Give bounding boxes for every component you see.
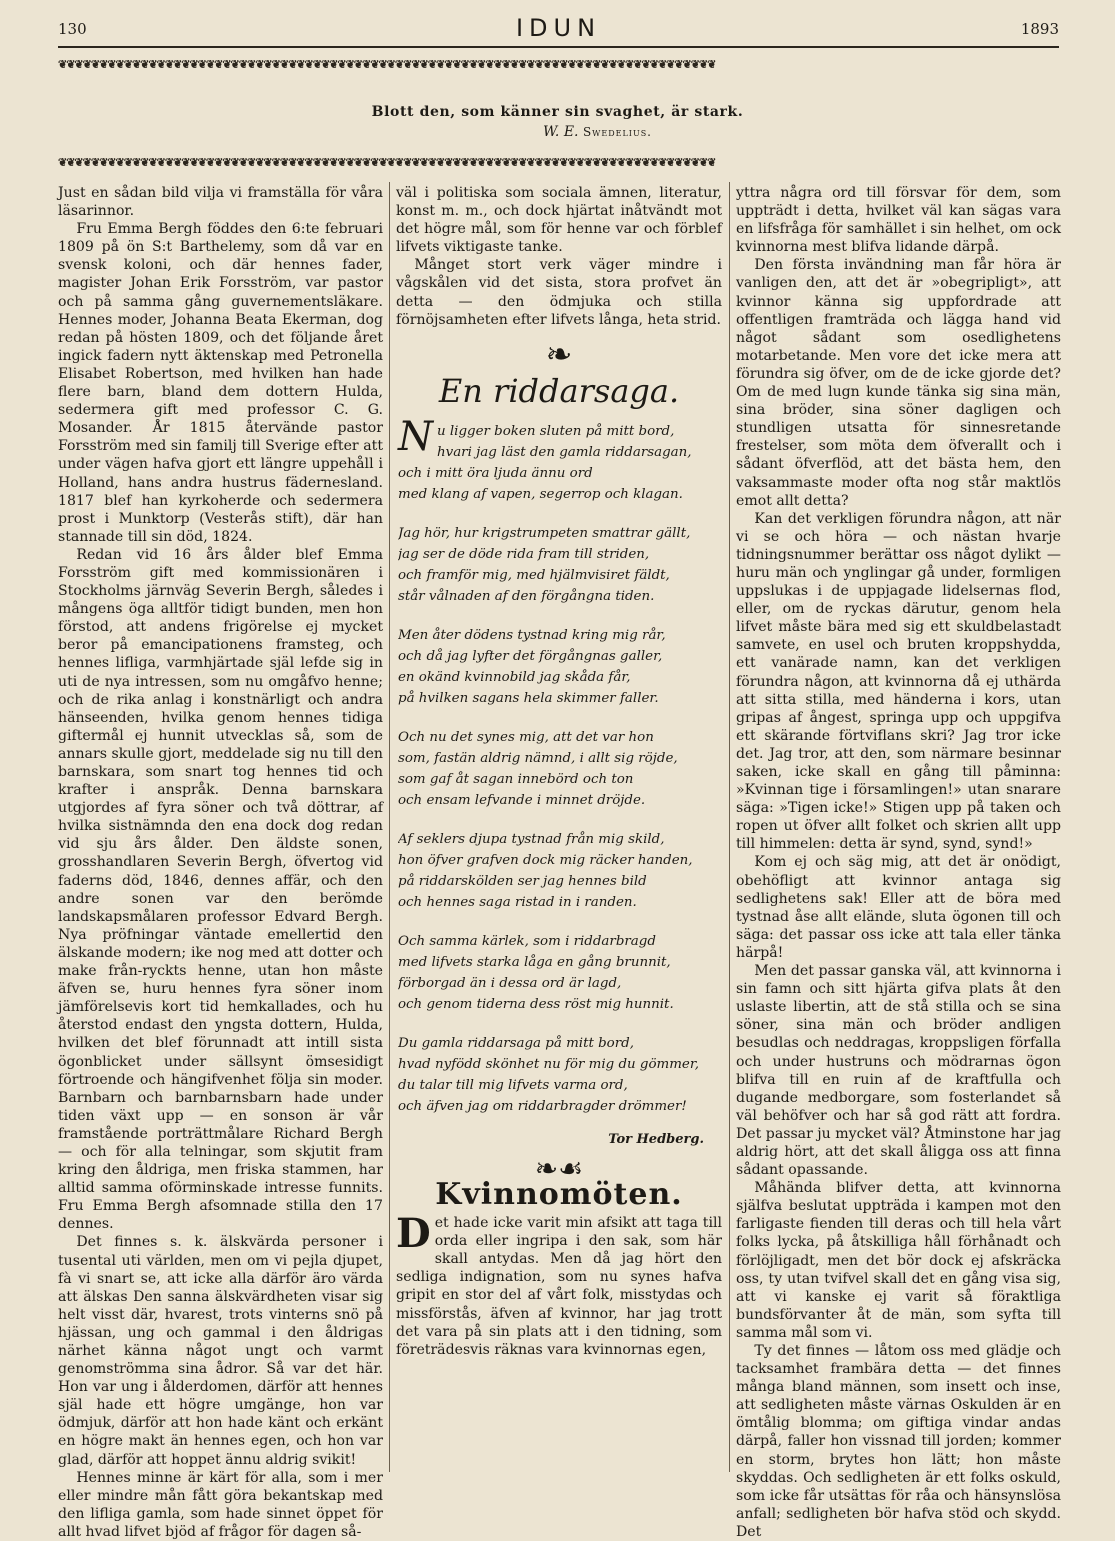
header-rule	[58, 46, 1059, 48]
poem-line: förborgad än i dessa ord är lagd,	[398, 975, 622, 991]
poem-line: u ligger boken sluten på mitt bord,	[437, 423, 675, 439]
poem-line: jag ser de döde rida fram till striden,	[398, 546, 650, 562]
poem-line: och ensam lefvande i minnet dröjde.	[398, 792, 646, 808]
motto	[0, 104, 1115, 140]
emblem-icon: ❧	[545, 334, 573, 373]
poem-line: på riddarskölden ser jag hennes bild	[398, 873, 647, 889]
issue-year: 1893	[1020, 20, 1059, 38]
article-body: et hade icke varit min afsikt att taga till orda eller ingripa i den sak, som här skall antydas. Men då jag hört den sedliga indignation, som nu synes hafva gripit en stor del af vårt folk, misstydas och missförstås, äfven af kvinnor, har jag trott det vara på sin plats att i den tidning, som företrädesvis räknas vara kvinnornas egen,	[396, 1215, 722, 1358]
paragraph: Det finnes s. k. älskvärda personer i tusental uti världen, men om vi pejla djupet, fà vi snart se, att icke alla därför äro värda att älskas Den sanna älskvärdheten visar sig helt visst där, hvarest, trots vinterns snö på hjässan, ung och gammal i den åldrigas närhet känna något ungt och varmt genomströmma sina ådror. Så var det här. Hon var ung i ålderdomen, därför att hennes själ hade ett högre umgänge, hon var ödmjuk, därför att hon hade känt och erkänt en högre makt än hennes egen, och hon var glad, därför att hoppet ännu aldrig svikit!	[58, 1234, 383, 1468]
page-header	[58, 16, 1059, 44]
paragraph: Fru Emma Bergh föddes den 6:te februari 1809 på ön S:t Barthelemy, som då var en svensk koloni, och där hennes fader, magister Johan Erik Forsström, var pastor och på samma gång guvernementsläkare. Hennes moder, Johanna Beata Ekerman, dog redan på hösten 1809, och det följande året ingick fadern nytt äktenskap med Petronella Elisabet Robertson, med hvilken han hade flere barn, bland dem dottern Hulda, sedermera gift med professor C. G. Mosander. År 1815 återvände pastor Forsström med sin familj till Sverige efter att under vägen hafva gjort ett längre uppehåll i Holland, hans andra hustrus fädernesland. 1817 blef han kyrkoherde och sedermera prost i Munktorp (Vesterås stift), där han stannade till sin död, 1824.	[58, 221, 383, 545]
drop-capital: D	[396, 1210, 431, 1258]
poem-title: En riddarsaga.	[438, 371, 680, 410]
paragraph: Kan det verkligen förundra någon, att när vi se och höra — och nästan hvarje tidningsnummer berättar oss något dylikt — huru män och ynglingar gå under, formligen uppslukas i de uppjagade lidelsernas flod, eller, om de ryckas därutur, genom hela lifvet måste bära med sig ett skuldbelastadt samvete, en usel och bruten kroppshydda, ett vanärade namn, kan det verkligen förundra någon, att kvinnorna då ej uthärda att sitta stilla, med händerna i kors, utan gripas af ångest, springa upp och uppgifva ett skärande förtviflans skri? Jag tror icke det. Jag tror, att den, som närmare besinnar saken, icke skall en gång till påminna: »Kvinnan tige i församlingen!» utan snarare säga: »Tigen icke!» Stigen upp på taken och ropen ut öfver allt folket och skrien allt upp till himmelen: detta är synd, synd, synd!»	[736, 510, 1061, 853]
poem-line: och äfven jag om riddarbragder drömmer!	[398, 1098, 687, 1114]
article-title: Kvinnomöten.	[435, 1176, 683, 1212]
poem-line: Men åter dödens tystnad kring mig rår,	[398, 627, 666, 643]
poem-line: hvari jag läst den gamla riddarsagan,	[437, 444, 692, 460]
poem-line: står vålnaden af den förgångna tiden.	[398, 588, 655, 604]
poem-line: en okänd kvinnobild jag skåda får,	[398, 669, 631, 685]
paragraph: Måhända blifver detta, att kvinnorna själfva beslutat uppträda i kampen mot den farligaste fienden till deras och till hela vårt folks lycka, på åtskilliga håll förhånadt och förlöjligadt, men det bör dock ej afskräcka oss, ty utan tvifvel skall det en gång visa sig, att vi kanske ej varit så föraktliga bundsförvanter åt de män, som syfta till samma mål som vi.	[736, 1180, 1061, 1341]
poem-stanza	[398, 523, 722, 607]
poem-line: du talar till mig lifvets varma ord,	[398, 1077, 628, 1093]
poem-line: Och nu det synes mig, att det var hon	[398, 729, 654, 745]
paragraph: Den första invändning man får höra är vanligen den, att det är »obegripligt», att kvinnor känna sig uppfordrade att offentligen framträda och lägga hand vid något sådant som osedlighetens motarbetande. Men vore det icke mera att förundra sig öfver, om de de icke gjorde det? Om de med lugn kunde tänka sig sina män, sina bröder, sina söner dagligen och stundligen utsatta för sinnesretande frestelser, som möta dem öfverallt och i sådant öfverflöd, att det bästa hem, den vaksammaste moder ofta nog står maktlös emot allt detta?	[736, 257, 1061, 509]
poem-stanza	[398, 1033, 722, 1117]
motto-text: Blott den, som känner sin svaghet, är stark.	[371, 104, 744, 120]
poem-line: med lifvets starka låga en gång brunnit,	[398, 954, 671, 970]
paragraph: Ty det finnes — låtom oss med glädje och tacksamhet frambära detta — det finnes många bland männen, som insett och inse, att sedligheten måste värnas Oskulden är en ömtålig blomma; om giftiga vindar andas därpå, faller hon vissnad till jorden; kommer en storm, brytes hon lätt; hon måste skyddas. Och sedligheten är ett folks oskuld, som icke får utsättas för råa och hänsynslösa anfall; sedligheten bör hafva stöd och skydd. Det	[736, 1343, 1061, 1540]
masthead-title: IDUN	[515, 14, 602, 42]
motto-author-name: Swedelius.	[582, 125, 652, 139]
paragraph: yttra några ord till försvar för dem, som uppträdt i detta, hvilket väl kan sägas vara en lifsfråga för samhället i sin helhet, om ock kvinnorna mest blifva lidande därpå.	[736, 185, 1061, 256]
motto-author-initials: W. E.	[542, 124, 579, 140]
poem-line: med klang af vapen, segerrop och klagan.	[398, 486, 683, 502]
paragraph: Redan vid 16 års ålder blef Emma Forsström gift med kommissionären i Stockholms järnväg Severin Bergh, således i mångens öga alltför tidigt bunden, men hon förstod, att andens frigörelse ej mycket beror på emancipationens framsteg, och hennes lifliga, varmhjärtade själ lefde sig in uti de nya intressen, som nu omgåfvo henne; och de rika anlag i konstnärligt och andra hänseenden, hvilka genom hennes tidiga giftermål ej hunnit utvecklas så, som de annars skulle gjort, meddelade sig nu till den barnskara, som snart tog hennes tid och krafter i anspråk. Denna barnskara utgjordes af fyra söner och två döttrar, af hvilka sistnämnda den ena dock dog redan vid sju års ålder. Den äldste sonen, grosshandlaren Severin Bergh, öfvertog vid faderns död, 1846, dennes affär, och den andre sonen var den berömde landskapsmålaren professor Edvard Bergh. Nya pröfningar väntade emellertid den älskande modern; ike nog med att dotter och make från-ryckts henne, utan hon måste äfven se, huru hennes fyra söner inom jämförelsevis kort tid hemkallades, och hu återstod endast den yngsta dottern, Hulda, hvilken det blef förunnadt att intill sista ögonblicket under sällsynt ömsesidigt förtroende och hängifvenhet följa sin moder. Barnbarn och barnbarnsbarn hade under tiden växt upp — en sonson är vår framstående porträttmålare Richard Bergh — och för alla telningar, som skjutit fram kring den åldriga, men friska stammen, har alltid samma oförminskade intresse funnits. Fru Emma Bergh afsomnade stilla den 17 dennes.	[58, 546, 383, 1233]
poem-line: som, fastän aldrig nämnd, i allt sig röjde,	[398, 750, 678, 766]
paragraph: Men det passar ganska väl, att kvinnorna i sin famn och sitt hjärta gifva plats åt den uslaste libertin, att de stå stilla och se sina söner, sina män och bröder andligen besudlas och neddragas, kroppsligen förfalla och under hustruns och mödrarnas ögon blifva till en ruin af de kraftfulla och dugande medborgare, som fosterlandet så väl behöfver och har så god rätt att fordra. Det passar ju mycket väl? Åtminstone har jag aldrig hört, att det skall åliggа oss att finna sådant opassande.	[736, 963, 1061, 1179]
poem-line: hon öfver grafven dock mig räcker handen,	[398, 852, 693, 868]
poem-stanza	[398, 625, 722, 709]
drop-capital: N	[398, 413, 433, 460]
paragraph: Månget stort verk väger mindre i vågskålen vid det sista, stora profvet än detta — den ödmjuka och stilla förnöjsamheten efter lifvets långa, heta strid.	[396, 257, 722, 328]
poem-stanza	[398, 931, 722, 1015]
poem-stanza	[398, 727, 722, 811]
poem-line: Jag hör, hur krigstrumpeten smattrar gällt,	[398, 525, 691, 541]
poem-stanza	[398, 829, 722, 913]
paragraph	[396, 1210, 722, 1359]
poem-line: hvad nyfödd skönhet nu för mig du gömmer,	[398, 1056, 700, 1072]
poem-stanza	[398, 413, 722, 505]
poem-line: Du gamla riddarsaga på mitt bord,	[398, 1035, 634, 1051]
column-divider	[389, 182, 390, 1472]
flourish-icon: ❧☙	[534, 1151, 584, 1185]
paragraph: väl i politiska som sociala ämnen, literatur, konst m. m., och dock hjärtat inåtvändt mot det högre mål, som för henne var och förblef lifvets viktigaste tanke.	[396, 185, 722, 256]
poem-author: Tor Hedberg.	[608, 1131, 704, 1147]
column-2	[396, 184, 722, 1359]
poem-line: och genom tiderna dess röst mig hunnit.	[398, 996, 674, 1012]
paragraph: Hennes minne är kärt för alla, som i mer eller mindre mån fått göra bekantskap med den lifliga gamla, som hade sinnet öppet för allt hvad lifvet bjöd af frågor för dagen så-	[58, 1469, 383, 1540]
page-number: 130	[58, 20, 87, 38]
poem-line: och hennes saga ristad in i randen.	[398, 894, 637, 910]
poem-line: Af seklers djupa tystnad från mig skild,	[398, 831, 665, 847]
poem-line: och då jag lyfter det förgångnas galler,	[398, 648, 663, 664]
ornament-border-mid: ❦❦❦❦❦❦❦❦❦❦❦❦❦❦❦❦❦❦❦❦❦❦❦❦❦❦❦❦❦❦❦❦❦❦❦❦❦❦❦❦❦❦❦❦❦❦❦❦❦❦❦❦❦❦❦❦❦❦❦❦❦❦❦❦❦❦❦❦❦❦❦❦❦❦❦❦❦❦❦❦	[58, 156, 716, 169]
poem	[396, 413, 722, 1150]
motto-author	[80, 124, 1115, 140]
column-1	[58, 184, 383, 1541]
ornament-border-top: ❦❦❦❦❦❦❦❦❦❦❦❦❦❦❦❦❦❦❦❦❦❦❦❦❦❦❦❦❦❦❦❦❦❦❦❦❦❦❦❦❦❦❦❦❦❦❦❦❦❦❦❦❦❦❦❦❦❦❦❦❦❦❦❦❦❦❦❦❦❦❦❦❦❦❦❦❦❦❦❦	[58, 58, 716, 71]
poem-line: Och samma kärlek, som i riddarbragd	[398, 933, 656, 949]
poem-line: och i mitt öra ljuda ännu ord	[398, 465, 593, 481]
column-3	[736, 184, 1061, 1541]
poem-line: på hvilken sagans hela skimmer faller.	[398, 690, 659, 706]
paragraph: Just en sådan bild vilja vi framställa för våra läsarinnor.	[58, 185, 383, 220]
poem-line: som gaf åt sagan innebörd och ton	[398, 771, 634, 787]
paragraph: Kom ej och säg mig, att det är onödigt, obehöfligt att kvinnor antaga sig sedlighetens sak! Eller att de böra med tystnad åse allt elände, sluta ögonen till och säga: det passar oss icke att tala eller tänka härpå!	[736, 854, 1061, 961]
column-divider	[729, 182, 730, 1472]
poem-line: och framför mig, med hjälmvisiret fäldt,	[398, 567, 670, 583]
